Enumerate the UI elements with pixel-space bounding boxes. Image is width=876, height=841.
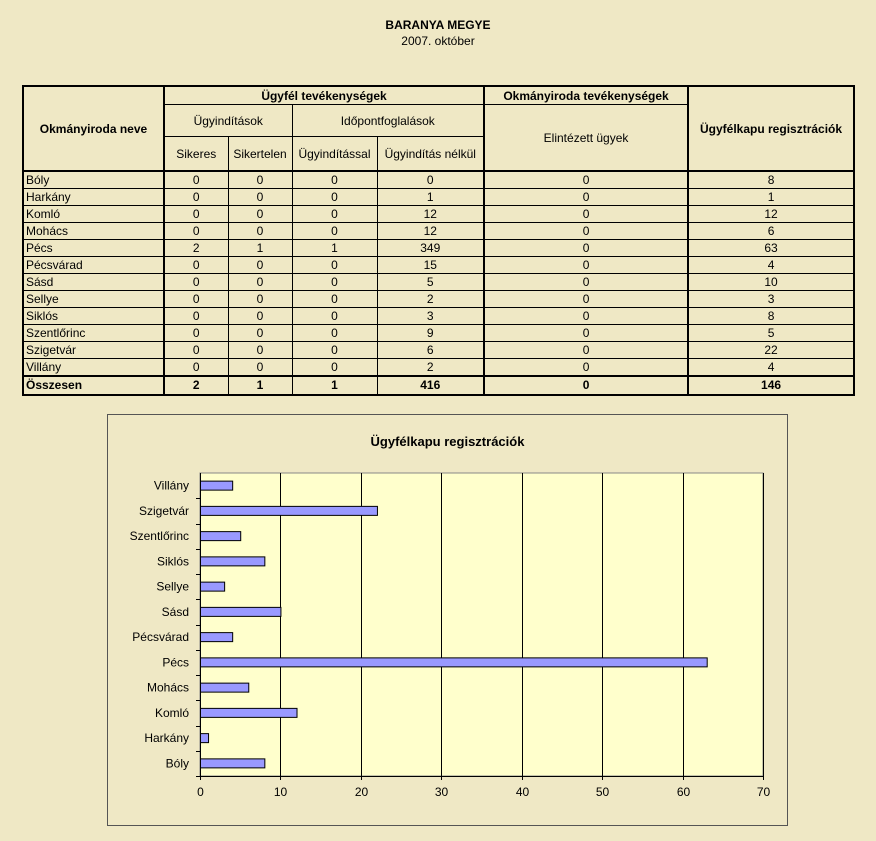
office-name-cell: Szentlőrinc	[23, 325, 164, 342]
table-cell: 0	[228, 359, 292, 377]
table-cell: 2	[377, 291, 484, 308]
table-cell: 0	[292, 223, 377, 240]
table-cell: 0	[484, 189, 688, 206]
bar	[201, 481, 233, 490]
table-cell: 0	[292, 359, 377, 377]
x-tick-label: 0	[197, 785, 204, 799]
table-row	[23, 171, 854, 189]
table-cell: 0	[484, 206, 688, 223]
total-cell: 1	[228, 376, 292, 395]
table-cell: 0	[292, 274, 377, 291]
header-case-starts: Ügyindítások	[164, 105, 292, 137]
x-tick-label: 10	[273, 785, 288, 799]
bar-chart	[108, 415, 787, 825]
report-subtitle: 2007. október	[401, 34, 475, 48]
office-name-cell: Sásd	[23, 274, 164, 291]
table-cell: 9	[377, 325, 484, 342]
total-cell: 1	[292, 376, 377, 395]
table-cell: 0	[292, 206, 377, 223]
table-cell: 2	[377, 359, 484, 377]
header-client-gate-registrations: Ügyfélkapu regisztrációk	[688, 86, 854, 171]
total-cell: 146	[688, 376, 854, 395]
table-cell: 22	[688, 342, 854, 359]
table-cell: 0	[164, 189, 228, 206]
table-cell: 0	[484, 308, 688, 325]
category-label: Bóly	[165, 756, 189, 771]
x-tick-label: 20	[354, 785, 369, 799]
table-cell: 0	[164, 274, 228, 291]
table-cell: 0	[292, 342, 377, 359]
x-tick-label: 50	[595, 785, 610, 799]
category-label: Komló	[154, 705, 189, 720]
bar	[201, 658, 708, 667]
table-cell: 0	[228, 206, 292, 223]
table-row	[23, 359, 854, 377]
table-cell: 1	[377, 189, 484, 206]
table-row	[23, 308, 854, 325]
table-cell: 0	[164, 342, 228, 359]
table-cell: 0	[228, 291, 292, 308]
table-cell: 0	[228, 308, 292, 325]
table-cell: 0	[292, 325, 377, 342]
header-office-activities: Okmányiroda tevékenységek	[484, 86, 688, 105]
table-cell: 0	[228, 325, 292, 342]
category-label: Pécs	[162, 655, 189, 670]
category-label: Harkány	[144, 731, 189, 746]
table-body	[23, 171, 854, 376]
header-successful: Sikeres	[164, 137, 228, 172]
bar	[201, 734, 209, 743]
table-cell: 0	[228, 223, 292, 240]
table-cell: 0	[164, 223, 228, 240]
table-cell: 0	[292, 171, 377, 189]
bar	[201, 633, 233, 642]
table-cell: 0	[228, 257, 292, 274]
table-cell: 0	[292, 308, 377, 325]
table-cell: 349	[377, 240, 484, 257]
table-row	[23, 257, 854, 274]
table-cell: 4	[688, 257, 854, 274]
table-cell: 6	[377, 342, 484, 359]
table-cell: 12	[377, 223, 484, 240]
x-tick-label: 60	[676, 785, 691, 799]
table-row	[23, 223, 854, 240]
table-cell: 5	[688, 325, 854, 342]
table-row	[23, 206, 854, 223]
table-cell: 4	[688, 359, 854, 377]
bar	[201, 759, 265, 768]
table-cell: 1	[292, 240, 377, 257]
total-cell: 2	[164, 376, 228, 395]
table-cell: 0	[292, 291, 377, 308]
table-row	[23, 240, 854, 257]
table-cell: 0	[484, 325, 688, 342]
table-cell: 10	[688, 274, 854, 291]
table-cell: 0	[228, 342, 292, 359]
table-cell: 0	[164, 308, 228, 325]
table-cell: 0	[292, 189, 377, 206]
table-cell: 8	[688, 171, 854, 189]
total-cell: 0	[484, 376, 688, 395]
bar	[201, 557, 265, 566]
table-cell: 0	[484, 359, 688, 377]
category-label: Sásd	[161, 604, 189, 619]
bar	[201, 708, 298, 717]
table-cell: 2	[164, 240, 228, 257]
table-cell: 63	[688, 240, 854, 257]
table-cell: 0	[228, 274, 292, 291]
category-label: Siklós	[156, 554, 189, 569]
table-cell: 0	[484, 274, 688, 291]
category-label: Mohács	[146, 680, 189, 695]
table-cell: 15	[377, 257, 484, 274]
table-cell: 3	[377, 308, 484, 325]
office-name-cell: Pécsvárad	[23, 257, 164, 274]
table-row	[23, 291, 854, 308]
category-label: Sellye	[156, 579, 189, 594]
total-label: Összesen	[23, 376, 164, 395]
table-cell: 0	[292, 257, 377, 274]
office-name-cell: Villány	[23, 359, 164, 377]
header-with-case-start: Ügyindítással	[292, 137, 377, 172]
table-cell: 1	[688, 189, 854, 206]
table-cell: 0	[164, 325, 228, 342]
bar	[201, 683, 249, 692]
table-row	[23, 274, 854, 291]
plot-area	[200, 473, 763, 776]
report-title: BARANYA MEGYE	[385, 18, 491, 32]
table-cell: 0	[228, 189, 292, 206]
office-name-cell: Bóly	[23, 171, 164, 189]
office-name-cell: Siklós	[23, 308, 164, 325]
table-cell: 0	[484, 171, 688, 189]
table-cell: 12	[377, 206, 484, 223]
table-cell: 0	[377, 171, 484, 189]
table-cell: 0	[164, 206, 228, 223]
category-label: Pécsvárad	[132, 630, 189, 645]
table-cell: 0	[164, 171, 228, 189]
statistics-table	[22, 85, 855, 396]
table-cell: 0	[484, 291, 688, 308]
x-tick-label: 40	[515, 785, 530, 799]
table-cell: 1	[228, 240, 292, 257]
table-row	[23, 325, 854, 342]
table-row	[23, 342, 854, 359]
header-office-name: Okmányiroda neve	[23, 86, 164, 171]
total-cell: 416	[377, 376, 484, 395]
bar	[201, 532, 241, 541]
table-cell: 0	[484, 240, 688, 257]
total-row	[23, 376, 854, 395]
report-header	[0, 17, 876, 49]
bar	[201, 582, 225, 591]
category-label: Szigetvár	[138, 503, 189, 518]
table-cell: 0	[164, 257, 228, 274]
header-without-case-start: Ügyindítás nélkül	[377, 137, 484, 172]
x-tick-label: 30	[434, 785, 449, 799]
chart-title: Ügyfélkapu regisztrációk	[370, 434, 525, 449]
header-appointments: Időpontfoglalások	[292, 105, 484, 137]
chart-panel	[107, 414, 788, 826]
table-cell: 3	[688, 291, 854, 308]
header-handled-cases: Elintézett ügyek	[484, 105, 688, 172]
bar	[201, 607, 281, 616]
table-cell: 0	[484, 342, 688, 359]
table-cell: 12	[688, 206, 854, 223]
table-cell: 0	[484, 223, 688, 240]
office-name-cell: Pécs	[23, 240, 164, 257]
office-name-cell: Szigetvár	[23, 342, 164, 359]
bar	[201, 506, 378, 515]
x-tick-label: 70	[756, 785, 771, 799]
office-name-cell: Harkány	[23, 189, 164, 206]
office-name-cell: Komló	[23, 206, 164, 223]
category-label: Szentlőrinc	[129, 529, 189, 544]
table-cell: 6	[688, 223, 854, 240]
office-name-cell: Mohács	[23, 223, 164, 240]
table-row	[23, 189, 854, 206]
header-unsuccessful: Sikertelen	[228, 137, 292, 172]
table-cell: 0	[228, 171, 292, 189]
category-label: Villány	[153, 478, 189, 493]
office-name-cell: Sellye	[23, 291, 164, 308]
table-cell: 0	[164, 291, 228, 308]
table-cell: 0	[484, 257, 688, 274]
table-cell: 8	[688, 308, 854, 325]
header-client-activities: Ügyfél tevékenységek	[164, 86, 484, 105]
table-cell: 0	[164, 359, 228, 377]
table-cell: 5	[377, 274, 484, 291]
